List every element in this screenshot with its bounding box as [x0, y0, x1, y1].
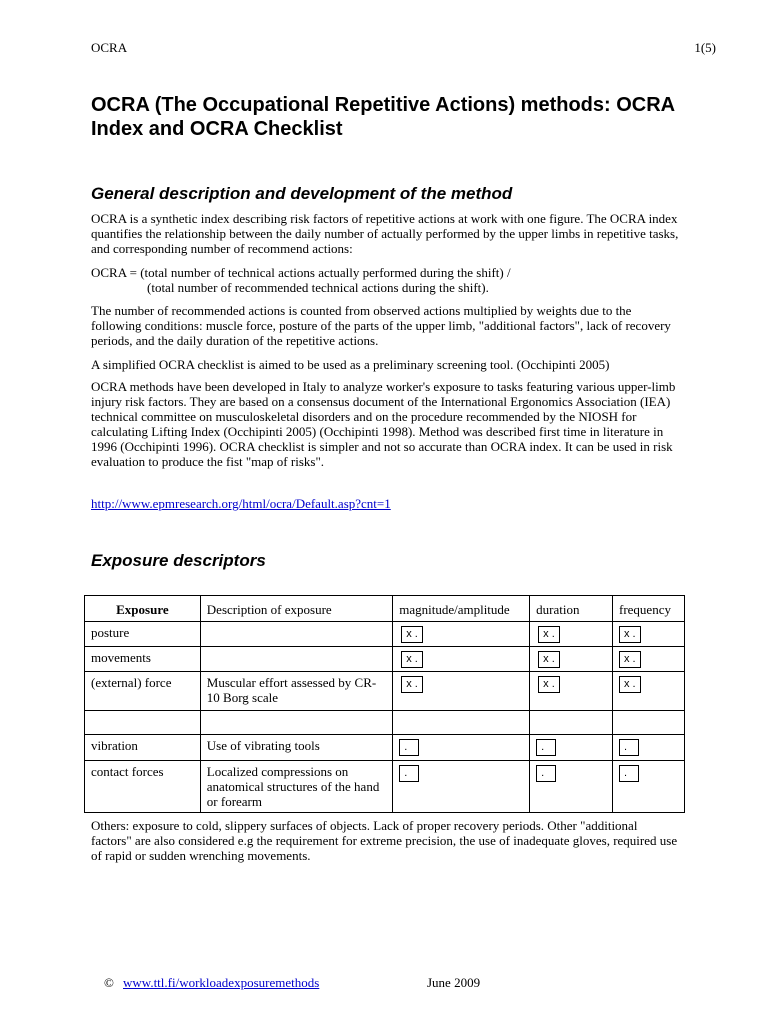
checkbox-field: . — [536, 739, 556, 756]
magnitude-cell — [393, 761, 530, 813]
description-cell: Muscular effort assessed by CR-10 Borg scale — [200, 672, 392, 711]
column-header: duration — [530, 596, 613, 622]
checkbox-field: x . — [538, 676, 560, 693]
running-header: OCRA — [91, 40, 128, 55]
duration-cell — [530, 711, 613, 735]
frequency-cell — [613, 711, 685, 735]
checkbox-field: . — [536, 765, 556, 782]
frequency-cell — [613, 761, 685, 813]
footer-date: June 2009 — [427, 975, 481, 990]
paragraph-others: Others: exposure to cold, slippery surfaces of objects. Lack of proper recovery periods. Other "additional factors" are also considered e.g the requirement for extreme precision, the use of inadequate gloves, required use of rapid or sudden wrenching movements. — [91, 818, 678, 863]
frequency-cell — [613, 672, 685, 711]
paragraph-intro: OCRA is a synthetic index describing risk factors of repetitive actions at work with one figure. The OCRA index quantifies the relationship between the daily number of actually performed by the upper limbs in repetitive tasks, and corresponding number of recommend actions: — [91, 211, 679, 256]
description-cell — [200, 647, 392, 672]
column-header: Exposure — [85, 596, 201, 622]
checkbox-field: x . — [538, 651, 560, 668]
table-row — [85, 647, 685, 672]
section-heading-exposure: Exposure descriptors — [91, 551, 266, 570]
copyright-icon: © — [104, 975, 114, 990]
description-cell — [200, 622, 392, 647]
section-heading-general: General description and development of the method — [91, 184, 513, 203]
duration-cell — [530, 761, 613, 813]
page-number: 1(5) — [694, 40, 716, 55]
exposure-cell: posture — [85, 622, 201, 647]
exposure-cell: vibration — [85, 735, 201, 761]
checkbox-field: x . — [619, 676, 641, 693]
frequency-cell — [613, 647, 685, 672]
paragraph-recommended-actions: The number of recommended actions is counted from observed actions multiplied by weights due to the following conditions: muscle force, posture of the parts of the upper limb, "additional factors", lack of recovery periods, and the daily duration of the repetitive actions. — [91, 303, 671, 348]
magnitude-cell — [393, 735, 530, 761]
checkbox-field: x . — [538, 626, 560, 643]
description-cell — [200, 711, 392, 735]
duration-cell — [530, 672, 613, 711]
formula-line-2: (total number of recommended technical actions during the shift). — [147, 280, 489, 295]
checkbox-field: . — [399, 765, 419, 782]
table-row — [85, 735, 685, 761]
magnitude-cell — [393, 711, 530, 735]
column-header: Description of exposure — [200, 596, 392, 622]
exposure-cell: movements — [85, 647, 201, 672]
duration-cell — [530, 622, 613, 647]
footer-link[interactable]: www.ttl.fi/workloadexposuremethods — [123, 975, 320, 990]
checkbox-field: . — [619, 765, 639, 782]
frequency-cell — [613, 622, 685, 647]
exposure-cell — [85, 711, 201, 735]
exposure-cell: contact forces — [85, 761, 201, 813]
table-row-empty — [85, 711, 685, 735]
table-row — [85, 622, 685, 647]
column-header: frequency — [613, 596, 685, 622]
checkbox-field: x . — [619, 651, 641, 668]
document-title: OCRA (The Occupational Repetitive Actions) methods: OCRA Index and OCRA Checklist — [91, 94, 675, 140]
checkbox-field: . — [619, 739, 639, 756]
magnitude-cell — [393, 647, 530, 672]
formula — [91, 265, 681, 295]
epm-research-link[interactable]: http://www.epmresearch.org/html/ocra/Default.asp?cnt=1 — [91, 496, 391, 511]
magnitude-cell — [393, 672, 530, 711]
paragraph-methods: OCRA methods have been developed in Italy to analyze worker's exposure to tasks featuring various upper-limb injury risk factors. They are based on a consensus document of the International Ergonomics Association (IEA) technical committee on musculoskeletal disorders and on the procedure recommended by the NIOSH for calculating Lifting Index (Occhipinti 2005) (Occhipinti 1998). Method was described first time in literature in 1996 (Occhipinti 1996). OCRA checklist is simpler and not so accurate than OCRA index. It can be used in risk evaluation to produce the fist "map of risks". — [91, 379, 676, 469]
checkbox-field: . — [399, 739, 419, 756]
formula-line-1: OCRA = (total number of technical actions actually performed during the shift) / — [91, 265, 511, 280]
table-header-row — [85, 596, 685, 622]
column-header: magnitude/amplitude — [393, 596, 530, 622]
exposure-cell: (external) force — [85, 672, 201, 711]
checkbox-field: x . — [619, 626, 641, 643]
description-cell: Use of vibrating tools — [200, 735, 392, 761]
checkbox-field: x . — [401, 626, 423, 643]
table-row — [85, 672, 685, 711]
exposure-table — [84, 595, 685, 813]
checkbox-field: x . — [401, 651, 423, 668]
paragraph-checklist: A simplified OCRA checklist is aimed to be used as a preliminary screening tool. (Occhipinti 2005) — [91, 357, 610, 372]
description-cell: Localized compressions on anatomical structures of the hand or forearm — [200, 761, 392, 813]
magnitude-cell — [393, 622, 530, 647]
checkbox-field: x . — [401, 676, 423, 693]
duration-cell — [530, 735, 613, 761]
duration-cell — [530, 647, 613, 672]
table-row — [85, 761, 685, 813]
frequency-cell — [613, 735, 685, 761]
